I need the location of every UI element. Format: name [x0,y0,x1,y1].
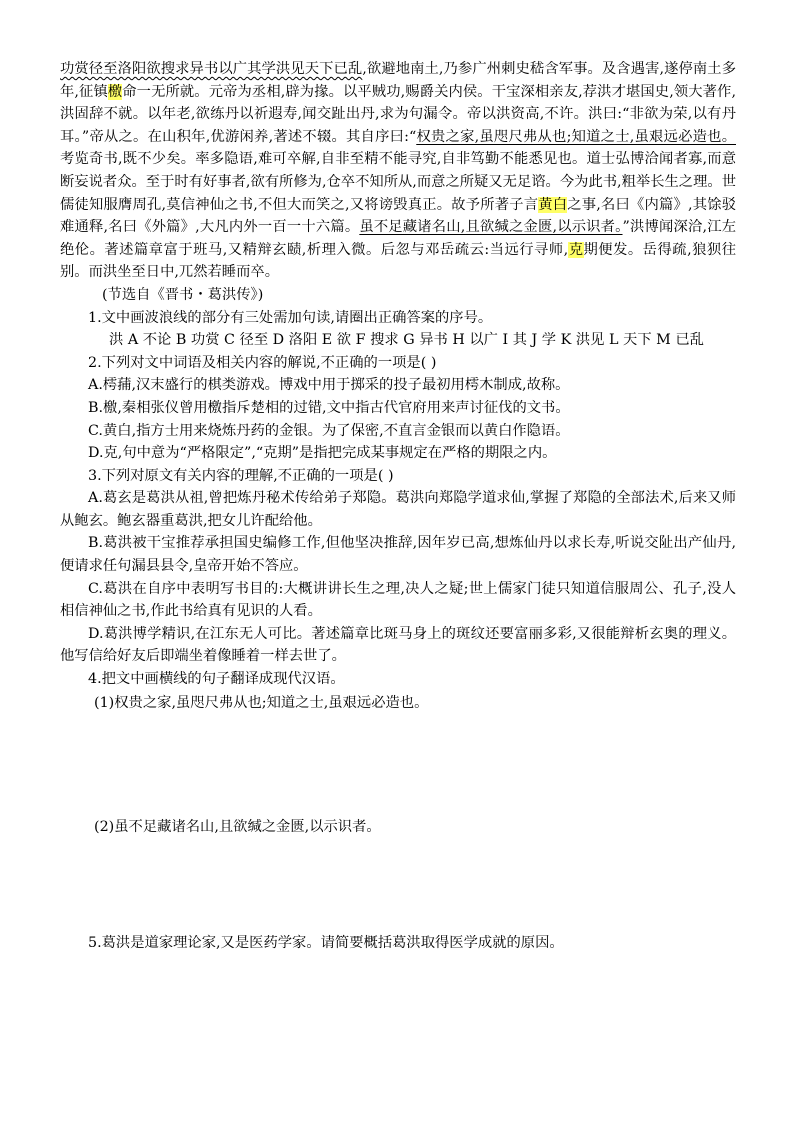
question-4-prompt: 4.把文中画横线的句子翻译成现代汉语。 [88,671,345,688]
question-4-part-1: (1)权贵之家,虽咫尺弗从也;知道之士,虽艰远必造也。 [94,694,429,711]
wavy-underlined-text: 功赏径至洛阳欲搜求异书以广其学洪见天下已乱 [60,61,363,77]
source-citation: (节选自《晋书・葛洪传》) [102,286,264,303]
question-3-option-a: A.葛玄是葛洪从祖,曾把炼丹秘术传给弟子郑隐。葛洪向郑隐学道求仙,掌握了郑隐的全部法术,后来又师从鲍玄。鲍玄器重葛洪,把女儿许配给他。 [60,490,736,529]
highlighted-word-huangbai: 黄白 [538,196,568,213]
question-2-prompt: 2.下列对文中词语及相关内容的解说,不正确的一项是( ) [88,354,437,371]
question-2-option-c: C.黄白,指方士用来烧炼丹药的金银。为了保密,不直言金银而以黄白作隐语。 [88,422,570,439]
question-3-prompt: 3.下列对原文有关内容的理解,不正确的一项是( ) [88,467,394,484]
underlined-sentence-1: 权贵之家,虽咫尺弗从也;知道之士,虽艰远必造也。 [416,128,736,145]
question-1-prompt: 1.文中画波浪线的部分有三处需加句读,请圈出正确答案的序号。 [88,309,493,326]
question-3-option-d: D.葛洪博学精识,在江东无人可比。著述篇章比斑马身上的斑纹还要富丽多彩,又很能辩析玄奥的理义。他写信给好友后即端坐着像睡着一样去世了。 [60,625,736,665]
underlined-sentence-2: 虽不足藏诸名山,且欲缄之金匮,以示识者。 [359,219,623,236]
question-1-options: 洪 A 不论 B 功赏 C 径至 D 洛阳 E 欲 F 搜求 G 异书 H 以广 I 其 J 学 K 洪见 L 天下 M 已乱 [109,332,704,349]
question-3-option-c: C.葛洪在自序中表明写书目的:大概讲讲长生之理,决人之疑;世上儒家门徒只知道信服周公、孔子,没人相信神仙之书,作此书给真有见识的人看。 [60,580,736,620]
exam-page [60,58,737,951]
passage-paragraph: 功赏径至洛阳欲搜求异书以广其学洪见天下已乱,欲避地南土,乃参广州刺史嵇含军事。及含遇害,遂停南土多年,征镇檄命一无所就。元帝为丞相,辟为掾。以平贼功,赐爵关内侯。干宝深相亲友,荐洪才堪国史,领大著作,洪固辞不就。以年老,欲练丹以祈遐寿,闻交趾出丹,求为句漏令。帝以洪资高,不许。洪曰:“非欲为荣,以有丹耳。”帝从之。在山积年,优游闲养,著述不辍。其自序曰:“权贵之家,虽咫尺弗从也;知道之士,虽艰远必造也。考览奇书,既不少矣。率多隐语,难可卒解,自非至精不能寻究,自非笃勤不能悉见也。道士弘博洽闻者寡,而意断妄说者众。至于时有好事者,欲有所修为,仓卒不知所从,而意之所疑又无足谘。今为此书,粗举长生之理。世儒徒知服膺周孔,莫信神仙之书,不但大而笑之,又将谤毁真正。故予所著子言黄白之事,名曰《内篇》,其馀驳难通释,名曰《外篇》,大凡内外一百一十六篇。虽不足藏诸名山,且欲缄之金匮,以示识者。”洪博闻深洽,江左绝伦。著述篇章富于班马,又精辩玄赜,析理入微。后忽与邓岳疏云:当远行寻师,克期便发。岳得疏,狼狈往别。而洪坐至日中,兀然若睡而卒。 [60,61,737,281]
highlighted-word-xi: 檄 [107,83,123,100]
question-2-option-b: B.檄,秦相张仪曾用檄指斥楚相的过错,文中指古代官府用来声讨征伐的文书。 [88,399,570,416]
question-2-option-a: A.樗蒱,汉末盛行的棋类游戏。博戏中用于掷采的投子最初用樗木制成,故称。 [88,377,570,394]
question-4-part-2: (2)虽不足藏诸名山,且欲缄之金匮,以示识者。 [94,819,381,835]
question-3-option-b: B.葛洪被干宝推荐承担国史编修工作,但他坚决推辞,因年岁已高,想炼仙丹以求长寿,听说交阯出产仙丹,便请求任句漏县县令,皇帝开始不答应。 [60,535,736,575]
question-2-option-d: D.克,句中意为“严格限定”,“克期”是指把完成某事规定在严格的期限之内。 [88,445,557,462]
question-5-prompt: 5.葛洪是道家理论家,又是医药学家。请简要概括葛洪取得医学成就的原因。 [88,935,564,951]
highlighted-word-ke: 克 [568,241,584,258]
